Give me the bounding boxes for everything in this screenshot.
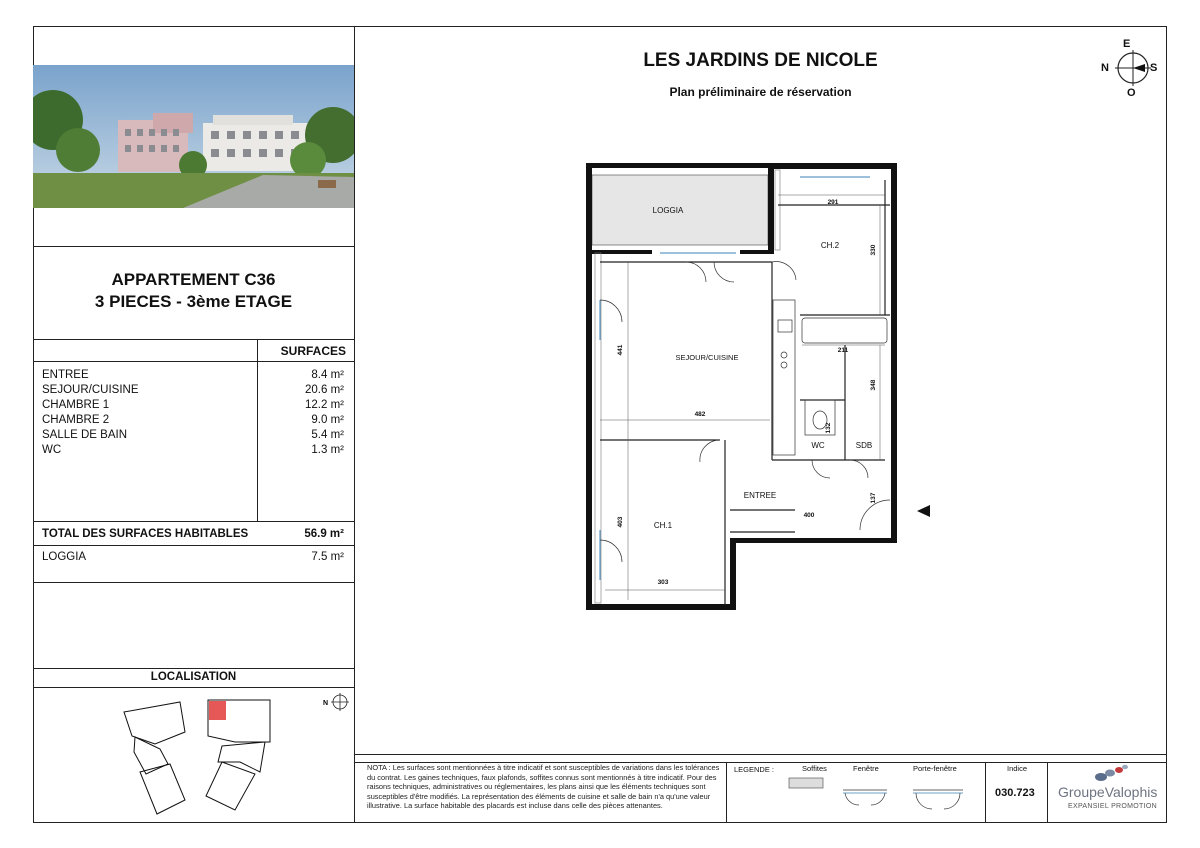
loggia-label: LOGGIA bbox=[42, 551, 87, 563]
total-label: TOTAL DES SURFACES HABITABLES bbox=[42, 528, 249, 540]
dimension-label: 291 bbox=[827, 199, 839, 206]
footer-col-divider bbox=[985, 762, 986, 822]
legend-item-soffites: Soffites bbox=[802, 764, 827, 773]
room-name: ENTREE bbox=[42, 369, 89, 381]
surfaces-header: SURFACES bbox=[280, 344, 346, 358]
loggia-row bbox=[42, 551, 344, 563]
divider bbox=[33, 246, 355, 247]
groupe-valophis-logo-icon bbox=[1092, 764, 1130, 784]
brand-name: GroupeValophis bbox=[1058, 784, 1158, 800]
compass-letter-o: O bbox=[1127, 87, 1136, 99]
plan-label-sdb: SDB bbox=[855, 441, 873, 450]
dimension-label: 441 bbox=[617, 344, 624, 356]
legend-label: LEGENDE : bbox=[734, 765, 775, 774]
room-row bbox=[42, 443, 344, 458]
room-area: 12.2 m² bbox=[305, 399, 344, 411]
room-name: CHAMBRE 1 bbox=[42, 399, 110, 411]
footer-col-divider bbox=[726, 762, 727, 822]
room-row bbox=[42, 428, 344, 443]
dimension-label: 132 bbox=[825, 422, 832, 434]
room-area: 20.6 m² bbox=[305, 384, 344, 396]
soffites-symbol-icon bbox=[789, 778, 823, 788]
apartment-title-line1: APPARTEMENT C36 bbox=[111, 270, 276, 289]
entrance-arrow-icon bbox=[917, 505, 930, 517]
divider bbox=[33, 339, 355, 340]
porte-fenetre-symbol-icon bbox=[913, 790, 963, 809]
dimension-label: 348 bbox=[870, 379, 877, 391]
brand-subtitle: EXPANSIEL PROMOTION bbox=[1068, 803, 1157, 810]
legal-notice: NOTA : Les surfaces sont mentionnées à titre indicatif et sont susceptibles de variations dans les tolérances du contrat. Les gaines techniques, faux plafonds, soffites connus sont mentionnés à titre indicatif. Pour des raisons techniques, administratives ou réglementaires, les plans ainsi que les éléments techniques sont susceptibles d'être modifiés. La représentation des éléments de cuisine et salle de bain n'a qu'une valeur illustrative. La surface habitable des placards est incluse dans celle des pièces attenantes. bbox=[367, 763, 720, 811]
room-name: SEJOUR/CUISINE bbox=[42, 384, 139, 396]
project-name: LES JARDINS DE NICOLE bbox=[643, 50, 878, 71]
legend-item-fenetre: Fenêtre bbox=[853, 764, 879, 773]
room-area: 1.3 m² bbox=[311, 444, 344, 456]
room-area: 5.4 m² bbox=[311, 429, 344, 441]
apartment-title-line2: 3 PIECES - 3ème ETAGE bbox=[94, 292, 293, 311]
compass-letter-e: E bbox=[1123, 38, 1131, 50]
room-row bbox=[42, 398, 344, 413]
divider bbox=[33, 361, 355, 362]
divider bbox=[33, 545, 355, 546]
total-surfaces-row bbox=[42, 528, 344, 540]
dimension-label: 400 bbox=[803, 512, 815, 519]
room-row bbox=[42, 368, 344, 383]
localisation-map bbox=[110, 692, 360, 817]
plan-label-entree: ENTREE bbox=[743, 491, 777, 500]
room-row bbox=[42, 413, 344, 428]
dimension-label: 303 bbox=[657, 579, 669, 586]
room-name: SALLE DE BAIN bbox=[42, 429, 128, 441]
room-area: 9.0 m² bbox=[311, 414, 344, 426]
dimension-label: 403 bbox=[617, 516, 624, 528]
fenetre-symbol-icon bbox=[843, 790, 887, 805]
plan-label-sejour: SEJOUR/CUISINE bbox=[675, 353, 739, 362]
room-row bbox=[42, 383, 344, 398]
compass-icon bbox=[1115, 50, 1151, 86]
building-rendering-image bbox=[33, 65, 354, 208]
divider bbox=[33, 582, 355, 583]
plan-label-wc: WC bbox=[811, 441, 825, 450]
total-value: 56.9 m² bbox=[304, 528, 344, 540]
legend-item-porte-fenetre: Porte-fenêtre bbox=[913, 764, 957, 773]
plan-label-ch1: CH.1 bbox=[653, 521, 673, 530]
footer-divider bbox=[354, 754, 1167, 755]
room-area: 8.4 m² bbox=[311, 369, 344, 381]
localisation-north-label: N bbox=[323, 700, 329, 707]
localisation-title: LOCALISATION bbox=[150, 671, 237, 683]
compass-letter-n: N bbox=[1101, 62, 1109, 74]
footer-col-divider bbox=[1047, 762, 1048, 822]
divider bbox=[33, 668, 355, 669]
dimension-label: 482 bbox=[694, 411, 706, 418]
divider bbox=[33, 687, 355, 688]
indice-value: 030.723 bbox=[995, 787, 1035, 799]
plan-label-loggia: LOGGIA bbox=[652, 206, 684, 215]
floor-plan bbox=[560, 150, 950, 630]
localisation-highlight bbox=[209, 701, 226, 720]
dimension-label: 330 bbox=[870, 244, 877, 256]
legend-symbols bbox=[785, 775, 980, 810]
indice-label: Indice bbox=[1007, 764, 1028, 773]
dimension-label: 211 bbox=[837, 347, 849, 354]
loggia-value: 7.5 m² bbox=[311, 551, 344, 563]
dimension-label: 137 bbox=[870, 492, 877, 504]
plan-label-ch2: CH.2 bbox=[820, 241, 840, 250]
project-subtitle: Plan préliminaire de réservation bbox=[669, 85, 852, 99]
compass-letter-s: S bbox=[1150, 62, 1158, 74]
divider bbox=[33, 521, 355, 522]
room-name: CHAMBRE 2 bbox=[42, 414, 110, 426]
room-name: WC bbox=[42, 444, 62, 456]
